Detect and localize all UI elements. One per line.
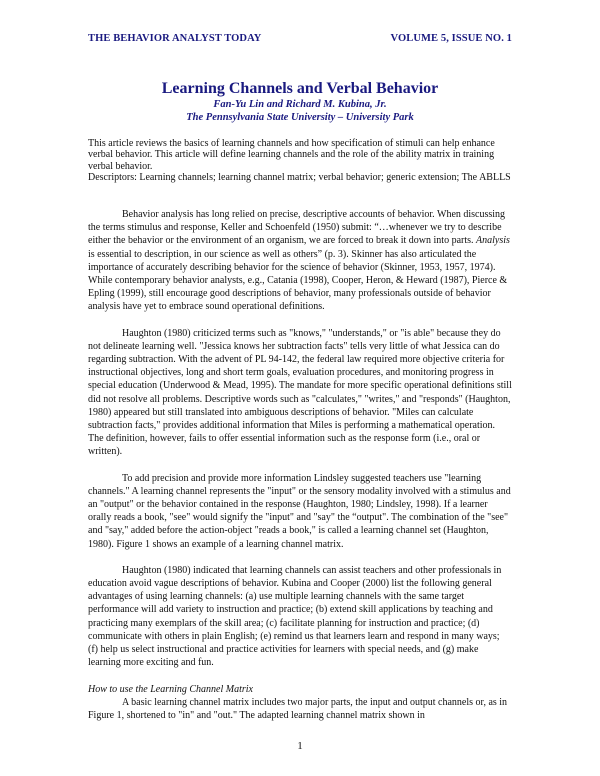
article-affiliation: The Pennsylvania State University – University Park (186, 112, 414, 123)
paragraph-1-part-b: is essential to description, in our science as well as others” (p. 3). Skinner has also articulated the importance of accurately describing behavior for the science of behavior (Skinner, 1953, 1957, 1974). While contemporary behavior analysts, e.g., Catania (1998), Cooper, Heron, & Heward (1987), Pierce & Epling (1999), still encourage good descriptions of behavior, many professionals outside of behavior analysis have yet to embrace sound operational definitions. (88, 248, 508, 313)
paragraph-5: A basic learning channel matrix includes two major parts, the input and output channels or, as in Figure 1, shortened to "in" and "out." The adapted learning channel matrix shown in (88, 696, 508, 721)
paragraph-4: Haughton (1980) indicated that learning channels can assist teachers and other professionals in education avoid vague descriptions of behavior. Kubina and Cooper (2000) list the following general advantages of using learning channels: (a) use multiple learning channels with the same target performance will add variety to instruction and practice; (b) extend skill applications by teaching and practicing many exemplars of the skill area; (c) facilitate planning for instruction and practice; (d) communicate with others in plain English; (e) remind us that learners learn and respond in many ways; (f) help us select instructional and practice activities for learners with special needs, and (g) make learning more exciting and fun. (88, 564, 502, 669)
paragraph-1-part-a: Behavior analysis has long relied on precise, descriptive accounts of behavior. When discussing the terms stimulus and response, Keller and Schoenfeld (1950) submit: “…whenever we try to describe either the behavior or the environment of an organism, we are forced to break it down into parts. (88, 209, 506, 247)
paragraph-1 (88, 208, 512, 314)
abstract-text: This article reviews the basics of learning channels and how specification of stimuli can help enhance verbal behavior. This article will define learning channels and the role of the ability matrix in training verbal behavior. (88, 138, 495, 172)
section-subheading: How to use the Learning Channel Matrix (88, 683, 253, 695)
volume-issue: VOLUME 5, ISSUE NO. 1 (390, 33, 512, 44)
article-title: Learning Channels and Verbal Behavior (161, 80, 439, 97)
descriptors: Descriptors: Learning channels; learning channel matrix; verbal behavior; generic extension; The ABLLS (88, 172, 511, 184)
journal-name: THE BEHAVIOR ANALYST TODAY (88, 33, 262, 44)
article-authors: Fan-Yu Lin and Richard M. Kubina, Jr. (213, 99, 387, 110)
running-header (88, 33, 512, 44)
paragraph-1-emphasis: Analysis (476, 235, 510, 247)
article-body (88, 208, 512, 722)
paragraph-2: Haughton (1980) criticized terms such as "knows," "understands," or "is able" because they do not delineate learning well. "Jessica knows her subtraction facts" tells very little of what Jessica can do regarding subtraction. With the advent of PL 94-142, the federal law required more objective criteria for instructional objectives, long and short term goals, evaluation procedures, and monitoring progress in special education (Underwood & Mead, 1995). The mandate for more specific operational definitions still did not resolve all problems. Descriptive words such as "calculates," "writes," and "responds" (Haughton, 1980) appeared but still translated into ambiguous descriptions of behavior. "Miles can calculate subtraction facts," provides additional information that Miles is performing a mathematical operation. The definition, however, fails to offer essential information such as the response form (i.e., oral or written). (88, 327, 512, 458)
abstract (88, 138, 512, 184)
paragraph-3: To add precision and provide more information Lindsley suggested teachers use "learning channels." A learning channel represents the "input" or the sensory modality involved with a stimulus and an "output" or the behavior contained in the response (Haughton, 1980; Lindsley, 1998). If a learner orally reads a book, "see" would signify the "input" and "say" the “output". The combination of the "see" and "say," added before the action-object "reads a book," is called a learning channel set (Haughton, 1980). Figure 1 shows an example of a learning channel matrix. (88, 472, 511, 550)
page-number: 1 (297, 740, 303, 752)
